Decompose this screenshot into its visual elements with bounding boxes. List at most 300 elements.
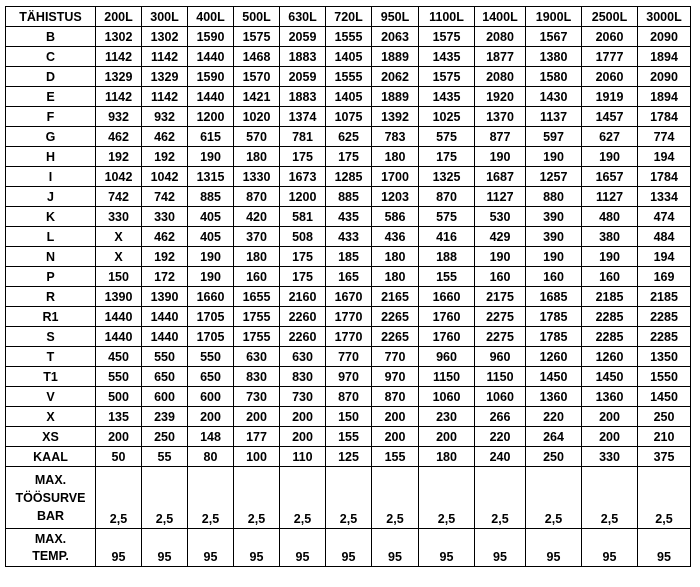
value-cell: 586 [372, 207, 419, 227]
max-pressure-row-label-line: MAX. [34, 472, 67, 487]
value-cell: 550 [142, 347, 188, 367]
value-cell: 1785 [526, 307, 582, 327]
value-cell: 627 [582, 127, 638, 147]
table-row [6, 67, 691, 87]
row-label-cell: X [6, 407, 96, 427]
value-cell: 1421 [234, 87, 280, 107]
row-label-cell: C [6, 47, 96, 67]
row-label-cell: G [6, 127, 96, 147]
value-cell: 180 [234, 247, 280, 267]
value-cell: 1440 [142, 307, 188, 327]
value-cell: 190 [526, 147, 582, 167]
table-row [6, 287, 691, 307]
value-cell: 1042 [142, 167, 188, 187]
value-cell: 730 [280, 387, 326, 407]
value-cell: 1020 [234, 107, 280, 127]
value-cell: 190 [475, 147, 526, 167]
value-cell: 1380 [526, 47, 582, 67]
table-row [6, 207, 691, 227]
header-volume-cell: 300L [142, 7, 188, 27]
value-cell: 250 [142, 427, 188, 447]
table-row [6, 227, 691, 247]
row-label-cell: T [6, 347, 96, 367]
max-pressure-row-label-line: BAR [36, 508, 65, 523]
value-cell: 95 [638, 529, 691, 567]
value-cell: 2,5 [372, 467, 419, 529]
value-cell: 1360 [582, 387, 638, 407]
row-label-cell: S [6, 327, 96, 347]
value-cell: 160 [582, 267, 638, 287]
value-cell: 150 [96, 267, 142, 287]
value-cell: 1042 [96, 167, 142, 187]
value-cell: 429 [475, 227, 526, 247]
value-cell: 1657 [582, 167, 638, 187]
value-cell: 1468 [234, 47, 280, 67]
table-row [6, 407, 691, 427]
value-cell: 960 [475, 347, 526, 367]
value-cell: 1673 [280, 167, 326, 187]
value-cell: 1555 [326, 67, 372, 87]
value-cell: 1390 [96, 287, 142, 307]
row-label-cell: XS [6, 427, 96, 447]
value-cell: 2060 [582, 67, 638, 87]
value-cell: 55 [142, 447, 188, 467]
header-volume-cell: 950L [372, 7, 419, 27]
value-cell: 880 [526, 187, 582, 207]
value-cell: 650 [188, 367, 234, 387]
value-cell: 266 [475, 407, 526, 427]
value-cell: 1705 [188, 307, 234, 327]
value-cell: 1580 [526, 67, 582, 87]
value-cell: 2175 [475, 287, 526, 307]
value-cell: 1257 [526, 167, 582, 187]
value-cell: 508 [280, 227, 326, 247]
value-cell: 530 [475, 207, 526, 227]
value-cell: 433 [326, 227, 372, 247]
value-cell: 2,5 [638, 467, 691, 529]
value-cell: 1457 [582, 107, 638, 127]
value-cell: 600 [188, 387, 234, 407]
value-cell: 172 [142, 267, 188, 287]
value-cell: 200 [280, 427, 326, 447]
table-row [6, 307, 691, 327]
header-volume-cell: 1100L [419, 7, 475, 27]
value-cell: 1200 [188, 107, 234, 127]
value-cell: 100 [234, 447, 280, 467]
value-cell: 462 [96, 127, 142, 147]
value-cell: 390 [526, 207, 582, 227]
max-temperature-row-label-line: TEMP. [32, 548, 69, 563]
value-cell: 1060 [475, 387, 526, 407]
value-cell: 80 [188, 447, 234, 467]
value-cell: 1430 [526, 87, 582, 107]
value-cell: 575 [419, 127, 475, 147]
value-cell: X [96, 227, 142, 247]
value-cell: 436 [372, 227, 419, 247]
value-cell: 169 [638, 267, 691, 287]
value-cell: 1575 [419, 27, 475, 47]
value-cell: 1590 [188, 67, 234, 87]
value-cell: 405 [188, 207, 234, 227]
value-cell: 190 [188, 267, 234, 287]
value-cell: 125 [326, 447, 372, 467]
value-cell: 1575 [234, 27, 280, 47]
value-cell: 870 [234, 187, 280, 207]
value-cell: 770 [372, 347, 419, 367]
value-cell: 50 [96, 447, 142, 467]
value-cell: 2,5 [475, 467, 526, 529]
max-pressure-row-label-cell [6, 467, 96, 529]
value-cell: 2275 [475, 327, 526, 347]
value-cell: 1374 [280, 107, 326, 127]
value-cell: 190 [188, 147, 234, 167]
max-pressure-row [6, 467, 691, 529]
value-cell: 1919 [582, 87, 638, 107]
value-cell: 230 [419, 407, 475, 427]
value-cell: 1920 [475, 87, 526, 107]
value-cell: 192 [142, 147, 188, 167]
header-volume-cell: 630L [280, 7, 326, 27]
table-row [6, 367, 691, 387]
value-cell: 1575 [419, 67, 475, 87]
value-cell: 1760 [419, 327, 475, 347]
header-volume-cell: 500L [234, 7, 280, 27]
value-cell: 1440 [188, 87, 234, 107]
value-cell: 1025 [419, 107, 475, 127]
value-cell: 1370 [475, 107, 526, 127]
value-cell: 1770 [326, 327, 372, 347]
value-cell: 110 [280, 447, 326, 467]
value-cell: 1760 [419, 307, 475, 327]
value-cell: 2185 [582, 287, 638, 307]
value-cell: 1330 [234, 167, 280, 187]
value-cell: 148 [188, 427, 234, 447]
header-volume-cell: 1400L [475, 7, 526, 27]
value-cell: 1894 [638, 87, 691, 107]
value-cell: 1440 [96, 327, 142, 347]
value-cell: 885 [188, 187, 234, 207]
value-cell: 2,5 [280, 467, 326, 529]
value-cell: 2285 [582, 327, 638, 347]
value-cell: 95 [188, 529, 234, 567]
value-cell: 1392 [372, 107, 419, 127]
table-row [6, 347, 691, 367]
value-cell: 160 [526, 267, 582, 287]
row-label-cell: K [6, 207, 96, 227]
row-label-cell: R [6, 287, 96, 307]
header-row [6, 7, 691, 27]
value-cell: 570 [234, 127, 280, 147]
value-cell: 188 [419, 247, 475, 267]
value-cell: 615 [188, 127, 234, 147]
value-cell: 1450 [638, 387, 691, 407]
value-cell: 155 [419, 267, 475, 287]
header-volume-cell: 1900L [526, 7, 582, 27]
value-cell: 1390 [142, 287, 188, 307]
value-cell: 240 [475, 447, 526, 467]
value-cell: 375 [638, 447, 691, 467]
value-cell: 190 [188, 247, 234, 267]
value-cell: 1705 [188, 327, 234, 347]
value-cell: 1350 [638, 347, 691, 367]
value-cell: 870 [419, 187, 475, 207]
value-cell: 1435 [419, 47, 475, 67]
row-label-cell: J [6, 187, 96, 207]
value-cell: 95 [326, 529, 372, 567]
value-cell: 330 [582, 447, 638, 467]
value-cell: 480 [582, 207, 638, 227]
value-cell: 1302 [142, 27, 188, 47]
value-cell: 1785 [526, 327, 582, 347]
value-cell: 180 [372, 147, 419, 167]
value-cell: 462 [142, 127, 188, 147]
value-cell: 175 [419, 147, 475, 167]
value-cell: 474 [638, 207, 691, 227]
value-cell: 2185 [638, 287, 691, 307]
value-cell: 330 [96, 207, 142, 227]
value-cell: 1440 [96, 307, 142, 327]
value-cell: 200 [188, 407, 234, 427]
value-cell: 1883 [280, 87, 326, 107]
value-cell: 2260 [280, 307, 326, 327]
row-label-cell: L [6, 227, 96, 247]
value-cell: 877 [475, 127, 526, 147]
value-cell: 1329 [96, 67, 142, 87]
value-cell: 210 [638, 427, 691, 447]
value-cell: 1075 [326, 107, 372, 127]
value-cell: 932 [142, 107, 188, 127]
value-cell: 95 [419, 529, 475, 567]
value-cell: 160 [234, 267, 280, 287]
value-cell: 2160 [280, 287, 326, 307]
max-temperature-row [6, 529, 691, 567]
value-cell: 1685 [526, 287, 582, 307]
value-cell: 1655 [234, 287, 280, 307]
row-label-cell: N [6, 247, 96, 267]
value-cell: 630 [234, 347, 280, 367]
value-cell: 1784 [638, 167, 691, 187]
value-cell: 2,5 [188, 467, 234, 529]
value-cell: 1142 [96, 87, 142, 107]
value-cell: 1285 [326, 167, 372, 187]
max-pressure-row-label-line: TÖÖSURVE [15, 490, 86, 505]
value-cell: 2275 [475, 307, 526, 327]
value-cell: 1142 [142, 47, 188, 67]
value-cell: 194 [638, 247, 691, 267]
value-cell: 192 [142, 247, 188, 267]
value-cell: 250 [526, 447, 582, 467]
value-cell: 1877 [475, 47, 526, 67]
row-label-cell: I [6, 167, 96, 187]
value-cell: 95 [96, 529, 142, 567]
value-cell: 95 [280, 529, 326, 567]
value-cell: 1450 [526, 367, 582, 387]
header-volume-cell: 400L [188, 7, 234, 27]
value-cell: 190 [475, 247, 526, 267]
value-cell: 200 [234, 407, 280, 427]
value-cell: 95 [372, 529, 419, 567]
value-cell: 830 [234, 367, 280, 387]
value-cell: 1777 [582, 47, 638, 67]
value-cell: 1755 [234, 327, 280, 347]
value-cell: 190 [582, 147, 638, 167]
value-cell: 200 [96, 427, 142, 447]
value-cell: 1590 [188, 27, 234, 47]
value-cell: 1660 [188, 287, 234, 307]
table-row [6, 167, 691, 187]
value-cell: X [96, 247, 142, 267]
value-cell: 774 [638, 127, 691, 147]
value-cell: 416 [419, 227, 475, 247]
value-cell: 630 [280, 347, 326, 367]
header-volume-cell: 3000L [638, 7, 691, 27]
value-cell: 2265 [372, 307, 419, 327]
value-cell: 2285 [638, 327, 691, 347]
value-cell: 1150 [419, 367, 475, 387]
value-cell: 1302 [96, 27, 142, 47]
value-cell: 2285 [582, 307, 638, 327]
value-cell: 1200 [280, 187, 326, 207]
dimensions-table [5, 6, 691, 567]
table-row [6, 47, 691, 67]
value-cell: 180 [372, 267, 419, 287]
row-label-cell: R1 [6, 307, 96, 327]
value-cell: 95 [582, 529, 638, 567]
value-cell: 970 [372, 367, 419, 387]
value-cell: 175 [326, 147, 372, 167]
value-cell: 250 [638, 407, 691, 427]
value-cell: 2059 [280, 27, 326, 47]
value-cell: 1567 [526, 27, 582, 47]
value-cell: 1325 [419, 167, 475, 187]
value-cell: 1203 [372, 187, 419, 207]
value-cell: 1450 [582, 367, 638, 387]
table-row [6, 147, 691, 167]
value-cell: 190 [582, 247, 638, 267]
header-volume-cell: 720L [326, 7, 372, 27]
value-cell: 885 [326, 187, 372, 207]
value-cell: 177 [234, 427, 280, 447]
value-cell: 770 [326, 347, 372, 367]
value-cell: 597 [526, 127, 582, 147]
value-cell: 135 [96, 407, 142, 427]
value-cell: 1142 [142, 87, 188, 107]
value-cell: 2063 [372, 27, 419, 47]
value-cell: 2165 [372, 287, 419, 307]
value-cell: 625 [326, 127, 372, 147]
value-cell: 742 [142, 187, 188, 207]
value-cell: 462 [142, 227, 188, 247]
value-cell: 1127 [475, 187, 526, 207]
value-cell: 180 [372, 247, 419, 267]
value-cell: 95 [142, 529, 188, 567]
value-cell: 1440 [142, 327, 188, 347]
value-cell: 581 [280, 207, 326, 227]
table-row [6, 387, 691, 407]
value-cell: 1360 [526, 387, 582, 407]
value-cell: 155 [372, 447, 419, 467]
value-cell: 1405 [326, 87, 372, 107]
row-label-cell: P [6, 267, 96, 287]
value-cell: 175 [280, 267, 326, 287]
value-cell: 2090 [638, 27, 691, 47]
value-cell: 239 [142, 407, 188, 427]
value-cell: 960 [419, 347, 475, 367]
value-cell: 2059 [280, 67, 326, 87]
value-cell: 450 [96, 347, 142, 367]
value-cell: 200 [372, 427, 419, 447]
value-cell: 2062 [372, 67, 419, 87]
value-cell: 1550 [638, 367, 691, 387]
value-cell: 155 [326, 427, 372, 447]
value-cell: 2,5 [234, 467, 280, 529]
value-cell: 1315 [188, 167, 234, 187]
value-cell: 180 [234, 147, 280, 167]
value-cell: 264 [526, 427, 582, 447]
value-cell: 2260 [280, 327, 326, 347]
table-row [6, 247, 691, 267]
value-cell: 180 [419, 447, 475, 467]
value-cell: 390 [526, 227, 582, 247]
value-cell: 1435 [419, 87, 475, 107]
table-row [6, 267, 691, 287]
value-cell: 1260 [582, 347, 638, 367]
value-cell: 2080 [475, 67, 526, 87]
table-row [6, 327, 691, 347]
value-cell: 2090 [638, 67, 691, 87]
value-cell: 1570 [234, 67, 280, 87]
value-cell: 200 [280, 407, 326, 427]
value-cell: 830 [280, 367, 326, 387]
value-cell: 2080 [475, 27, 526, 47]
value-cell: 870 [326, 387, 372, 407]
value-cell: 1784 [638, 107, 691, 127]
value-cell: 405 [188, 227, 234, 247]
value-cell: 1150 [475, 367, 526, 387]
value-cell: 2,5 [326, 467, 372, 529]
value-cell: 2,5 [96, 467, 142, 529]
value-cell: 175 [280, 247, 326, 267]
value-cell: 1889 [372, 87, 419, 107]
table-row [6, 427, 691, 447]
value-cell: 2,5 [526, 467, 582, 529]
value-cell: 730 [234, 387, 280, 407]
value-cell: 1687 [475, 167, 526, 187]
header-label-cell: TÄHISTUS [6, 7, 96, 27]
value-cell: 160 [475, 267, 526, 287]
value-cell: 150 [326, 407, 372, 427]
value-cell: 330 [142, 207, 188, 227]
value-cell: 650 [142, 367, 188, 387]
value-cell: 200 [372, 407, 419, 427]
value-cell: 200 [582, 427, 638, 447]
table-row [6, 187, 691, 207]
value-cell: 1334 [638, 187, 691, 207]
value-cell: 95 [526, 529, 582, 567]
value-cell: 970 [326, 367, 372, 387]
value-cell: 2,5 [419, 467, 475, 529]
value-cell: 194 [638, 147, 691, 167]
value-cell: 95 [234, 529, 280, 567]
row-label-cell: B [6, 27, 96, 47]
value-cell: 1329 [142, 67, 188, 87]
value-cell: 2060 [582, 27, 638, 47]
value-cell: 380 [582, 227, 638, 247]
value-cell: 165 [326, 267, 372, 287]
value-cell: 435 [326, 207, 372, 227]
value-cell: 175 [280, 147, 326, 167]
value-cell: 1127 [582, 187, 638, 207]
